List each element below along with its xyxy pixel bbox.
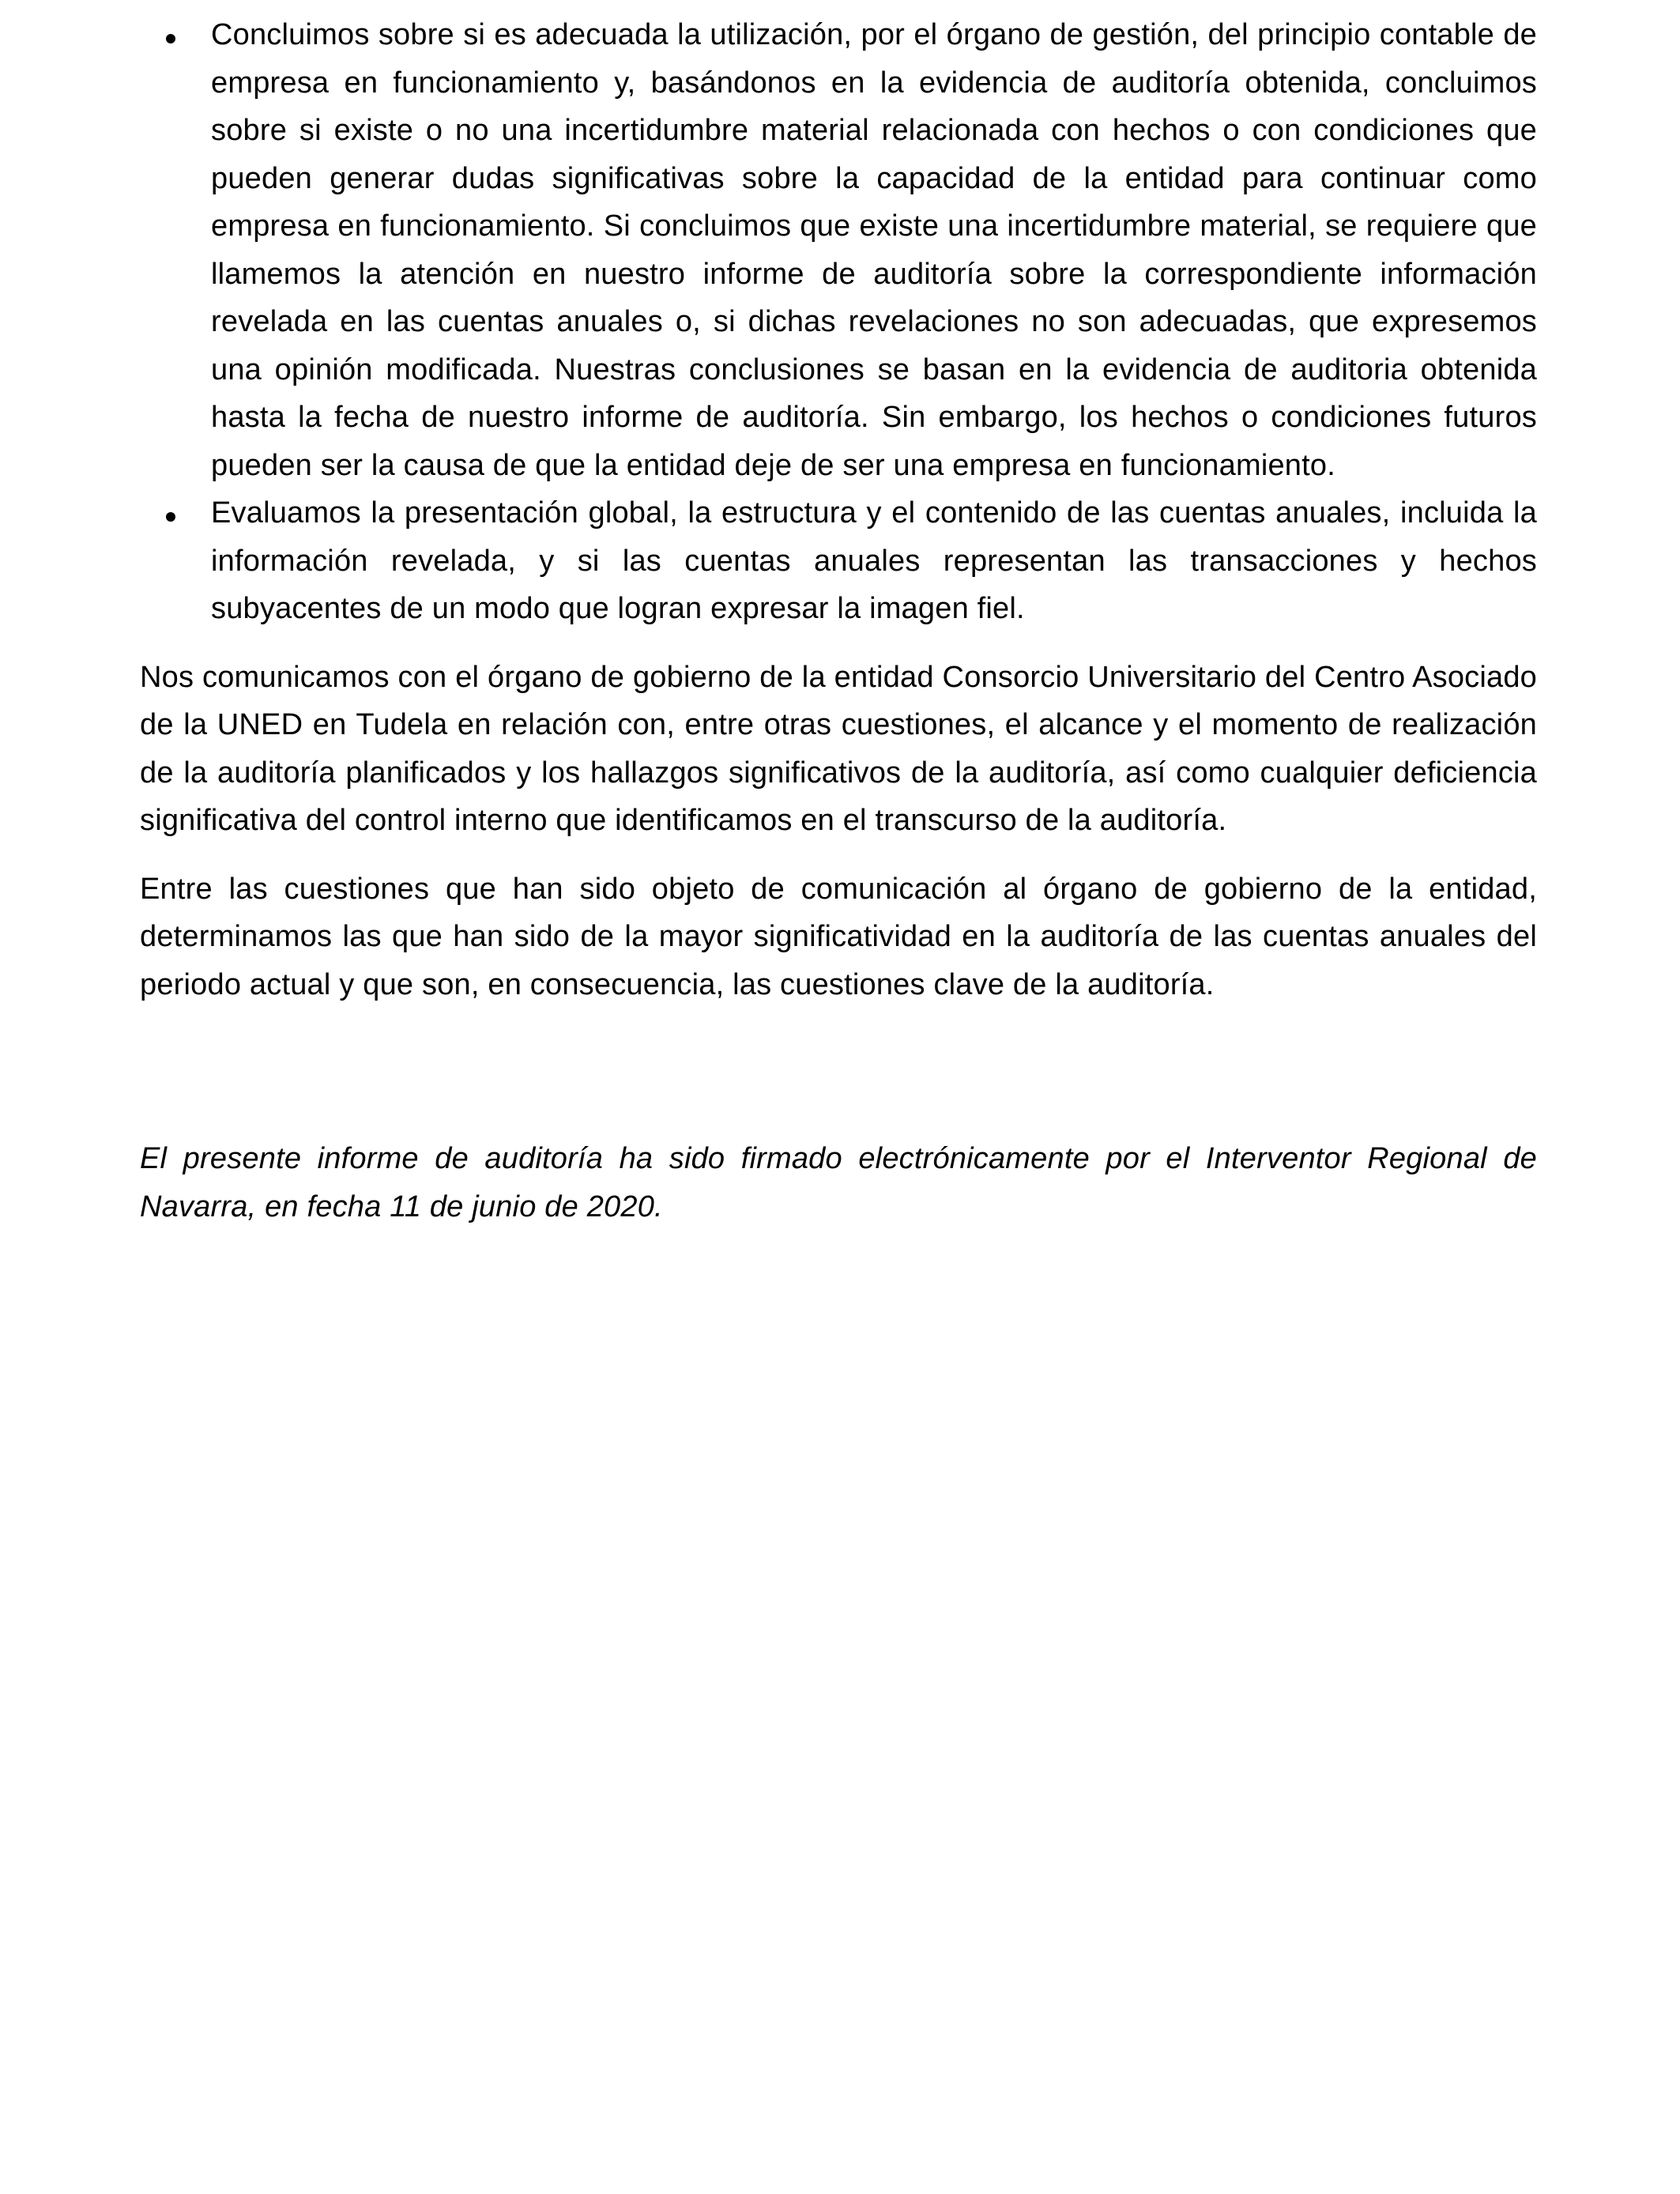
list-item: [140, 489, 1537, 633]
document-body: [140, 11, 1537, 1231]
bullet-icon: [166, 512, 175, 522]
bullet-list: [140, 11, 1537, 633]
bullet-text-presentation: Evaluamos la presentación global, la estructura y el contenido de las cuentas anuales, incluida la información revelada, y si las cuentas anuales representan las transacciones y hechos subyacentes de un modo que logran expresar la imagen fiel.: [211, 496, 1537, 625]
bullet-icon: [166, 34, 175, 43]
list-item: [140, 11, 1537, 489]
paragraph-key-matters: Entre las cuestiones que han sido objeto de comunicación al órgano de gobierno de la entidad, determinamos las que han sido de la mayor significatividad en la auditoría de las cuentas anuales del periodo actual y que son, en consecuencia, las cuestiones clave de la auditoría.: [140, 872, 1537, 1001]
paragraph-communication: Nos comunicamos con el órgano de gobierno de la entidad Consorcio Universitario del Centro Asociado de la UNED en Tudela en relación con, entre otras cuestiones, el alcance y el momento de realización de la auditoría planificados y los hallazgos significativos de la auditoría, así como cualquier deficiencia significativa del control interno que identificamos en el transcurso de la auditoría.: [140, 660, 1537, 837]
bullet-text-going-concern: Concluimos sobre si es adecuada la utilización, por el órgano de gestión, del principio contable de empresa en funcionamiento y, basándonos en la evidencia de auditoría obtenida, concluimos sobre si existe o no una incertidumbre material relacionada con hechos o con condiciones que pueden generar dudas significativas sobre la capacidad de la entidad para continuar como empresa en funcionamiento. Si concluimos que existe una incertidumbre material, se requiere que llamemos la atención en nuestro informe de auditoría sobre la correspondiente información revelada en las cuentas anuales o, si dichas revelaciones no son adecuadas, que expresemos una opinión modificada. Nuestras conclusiones se basan en la evidencia de auditoria obtenida hasta la fecha de nuestro informe de auditoría. Sin embargo, los hechos o condiciones futuros pueden ser la causa de que la entidad deje de ser una empresa en funcionamiento.: [211, 18, 1537, 482]
signature-note: El presente informe de auditoría ha sido firmado electrónicamente por el Interventor Regional de Navarra, en fecha 11 de junio de 2020.: [140, 1142, 1537, 1223]
